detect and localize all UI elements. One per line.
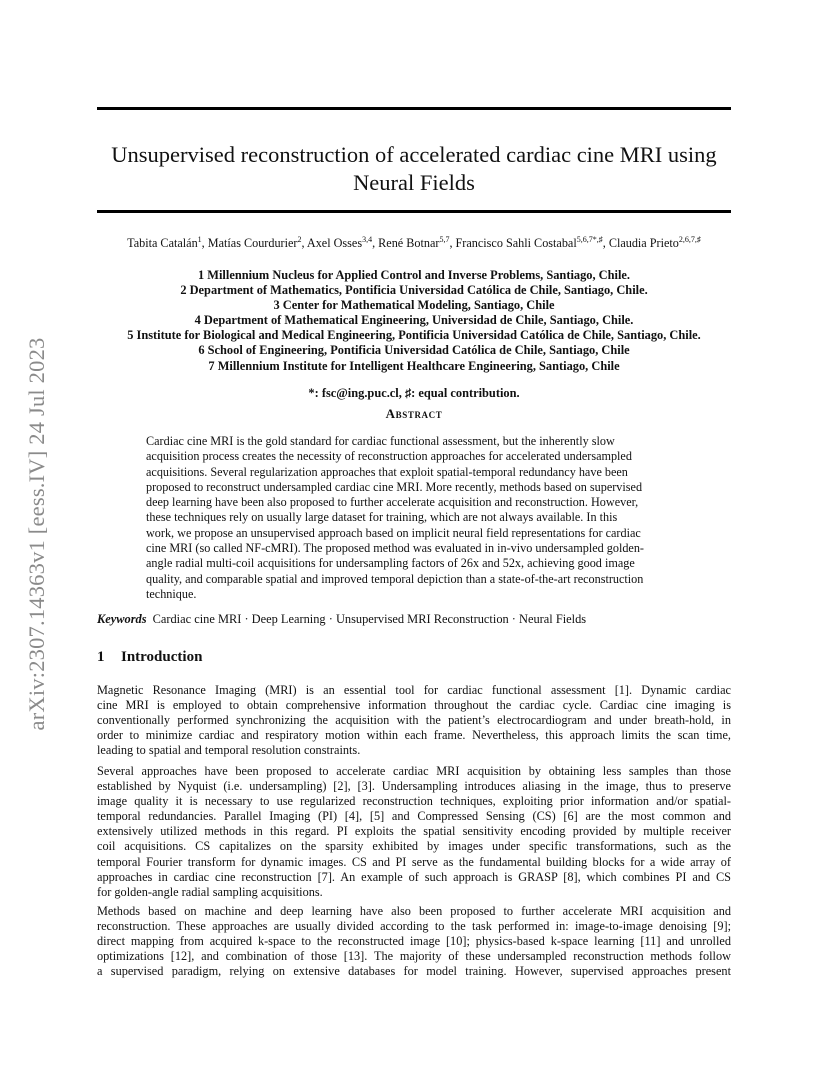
text-line: Methods based on machine and deep learning have also been proposed to further accelerate MRI acquisition and	[97, 904, 731, 918]
abstract-heading: Abstract	[385, 406, 443, 421]
keywords-line	[97, 612, 586, 627]
author-list: Tabita Catalán$^1$, Matías Courdurier$^2$, Axel Osses$^{3,4}$, René Botnar$^{5,7}$, Francisco Sahli Costabal$^{5,6,7*,♯}$, Claudia Prieto$^{2,6,7,♯}$	[127, 235, 701, 250]
abstract-line: proposed to reconstruct undersampled cardiac cine MRI. More recently, methods based on supervised	[146, 479, 643, 494]
text-line: extensively utilized methods in this regard. PI exploits the spatial sensitivity encoding provided by multiple receiver	[97, 824, 731, 839]
text-line: established by Nyquist (i.e. undersampling) [2], [3]. Undersampling introduces aliasing in the image, thus to preserve	[97, 779, 731, 794]
abstract-line: angle radial multi-coil acquisitions for undersampling factors of 26x and 52x, achieving good image	[146, 556, 635, 571]
author-name: Axel Osses	[306, 236, 363, 250]
section-number: 1	[97, 649, 105, 665]
title-line: Unsupervised reconstruction of accelerated cardiac cine MRI using	[111, 142, 717, 167]
intro-paragraph-3	[97, 904, 731, 979]
abstract-line: these techniques rely on usually large dataset for training, which are not always available. In this	[146, 510, 618, 525]
intro-paragraph-1	[97, 683, 731, 758]
author-name: René Botnar	[378, 236, 440, 250]
abstract-line: cine MRI (so called NF-cMRI). The proposed method was evaluated in in-vivo undersampled golden-	[146, 541, 644, 556]
arxiv-id-text: arXiv:2307.14363v1 [eess.IV] 24 Jul 2023	[24, 337, 49, 731]
abstract-line: Cardiac cine MRI is the gold standard for cardiac functional assessment, but the inherently slow	[146, 434, 615, 448]
text-line: Magnetic Resonance Imaging (MRI) is an essential tool for cardiac functional assessment [1]. Dynamic cardiac	[97, 683, 731, 697]
contact-note: *: fsc@ing.puc.cl, ♯: equal contribution.	[308, 386, 520, 400]
text-line: approaches in cardiac cine reconstruction [7]. An example of such approach is GRASP [8], which combines PI and CS	[97, 869, 731, 884]
keywords-text: Cardiac cine MRI · Deep Learning · Unsupervised MRI Reconstruction · Neural Fields	[152, 612, 587, 626]
text-line: leading to spatial and temporal resolution constraints.	[97, 743, 361, 758]
author-name: Matías Courdurier	[207, 236, 298, 250]
text-line: Several approaches have been proposed to accelerate cardiac MRI acquisition by obtaining less samples than those	[97, 764, 731, 778]
affiliation: 7 Millennium Institute for Intelligent Healthcare Engineering, Santiago, Chile	[208, 358, 620, 373]
text-line: temporal Fourier transform for dynamic images. CS and PI serve as the fundamental building blocks for a wide array of	[97, 854, 731, 869]
abstract-line: quality, and comparable spatial and improved temporal depiction than a state-of-the-art reconstruction	[146, 571, 644, 586]
abstract-body	[146, 434, 686, 602]
title-rule-top	[97, 107, 731, 110]
affiliation: 1 Millennium Nucleus for Applied Control and Inverse Problems, Santiago, Chile.	[198, 268, 630, 282]
text-line: direct mapping from acquired k-space to the reconstructed image [10]; physics-based k-space learning [11] and unrolled	[97, 934, 731, 949]
author-affil-marker: 5,6,7*,♯	[576, 235, 603, 244]
section-heading	[97, 649, 202, 666]
author-name: Francisco Sahli Costabal	[455, 236, 577, 250]
author-affil-marker: 2	[297, 235, 302, 244]
arxiv-stamp	[22, 296, 52, 772]
text-line: reconstruction. These approaches are usually divided according to the task performed in: image-to-image denoising [9];	[97, 919, 731, 934]
text-line: optimizations [12], and combination of those [13]. The majority of these undersampled reconstruction methods follow	[97, 949, 731, 964]
abstract-line: acquisitions. Several regularization approaches that exploit spatial-temporal redundancy have been	[146, 464, 628, 479]
author-affil-marker: 1	[197, 235, 202, 244]
title-rule-bottom	[97, 210, 731, 213]
affiliation: 6 School of Engineering, Pontificia Universidad Católica de Chile, Santiago, Chile	[198, 343, 630, 358]
title-line: Neural Fields	[353, 170, 475, 195]
paper-title	[97, 141, 731, 197]
text-line: cine MRI is employed to obtain comprehensive information throughout the cardiac cycle. Cardiac cine imaging is	[97, 698, 731, 713]
text-line: a supervised paradigm, relying on extensive databases for model training. However, supervised approaches present	[97, 964, 731, 979]
abstract-line: work, we propose an unsupervised approach based on implicit neural field representations for cardiac	[146, 525, 641, 540]
affiliation: 4 Department of Mathematical Engineering, Universidad de Chile, Santiago, Chile.	[194, 313, 634, 328]
section-title: Introduction	[121, 649, 203, 665]
text-line: coil acquisitions. CS capitalizes on the sparsity exhibited by images under specific transformations, such as the	[97, 839, 731, 854]
affiliation: 5 Institute for Biological and Medical Engineering, Pontificia Universidad Católica de Chile, Santiago, Chile.	[127, 328, 701, 343]
text-line: conventionally performed synchronizing the acquisition with the patient’s electrocardiogram and under breath-hold, in	[97, 713, 731, 728]
affiliation: 2 Department of Mathematics, Pontificia Universidad Católica de Chile, Santiago, Chile.	[180, 283, 648, 298]
abstract-line: acquisition process creates the necessity of reconstruction approaches for accelerated undersampled	[146, 449, 632, 464]
author-affil-marker: 2,6,7,♯	[678, 235, 701, 244]
author-affil-marker: 3,4	[362, 235, 373, 244]
author-name: Tabita Catalán	[127, 236, 198, 250]
abstract-line: deep learning have been also proposed to further accelerate acquisition and reconstruction. However,	[146, 495, 639, 510]
text-line: temporal redundancies. Parallel Imaging (PI) [4], [5] and Compressed Sensing (CS) [6] are the most common and	[97, 809, 731, 824]
affiliation: 3 Center for Mathematical Modeling, Santiago, Chile	[273, 298, 555, 313]
abstract-line: technique.	[146, 586, 197, 601]
text-line: order to minimize cardiac and respiratory motion within each frame. Nevertheless, this approach limits the scan time,	[97, 728, 731, 743]
text-line: image quality it is necessary to use regularized reconstruction techniques, exploiting prior information and/or spatial-	[97, 794, 731, 809]
text-line: for golden-angle radial sampling acquisitions.	[97, 884, 323, 899]
affiliation-list	[80, 268, 748, 374]
author-name: Claudia Prieto	[608, 236, 679, 250]
keywords-label: Keywords	[97, 612, 147, 626]
intro-paragraph-2	[97, 764, 731, 900]
author-affil-marker: 5,7	[439, 235, 450, 244]
